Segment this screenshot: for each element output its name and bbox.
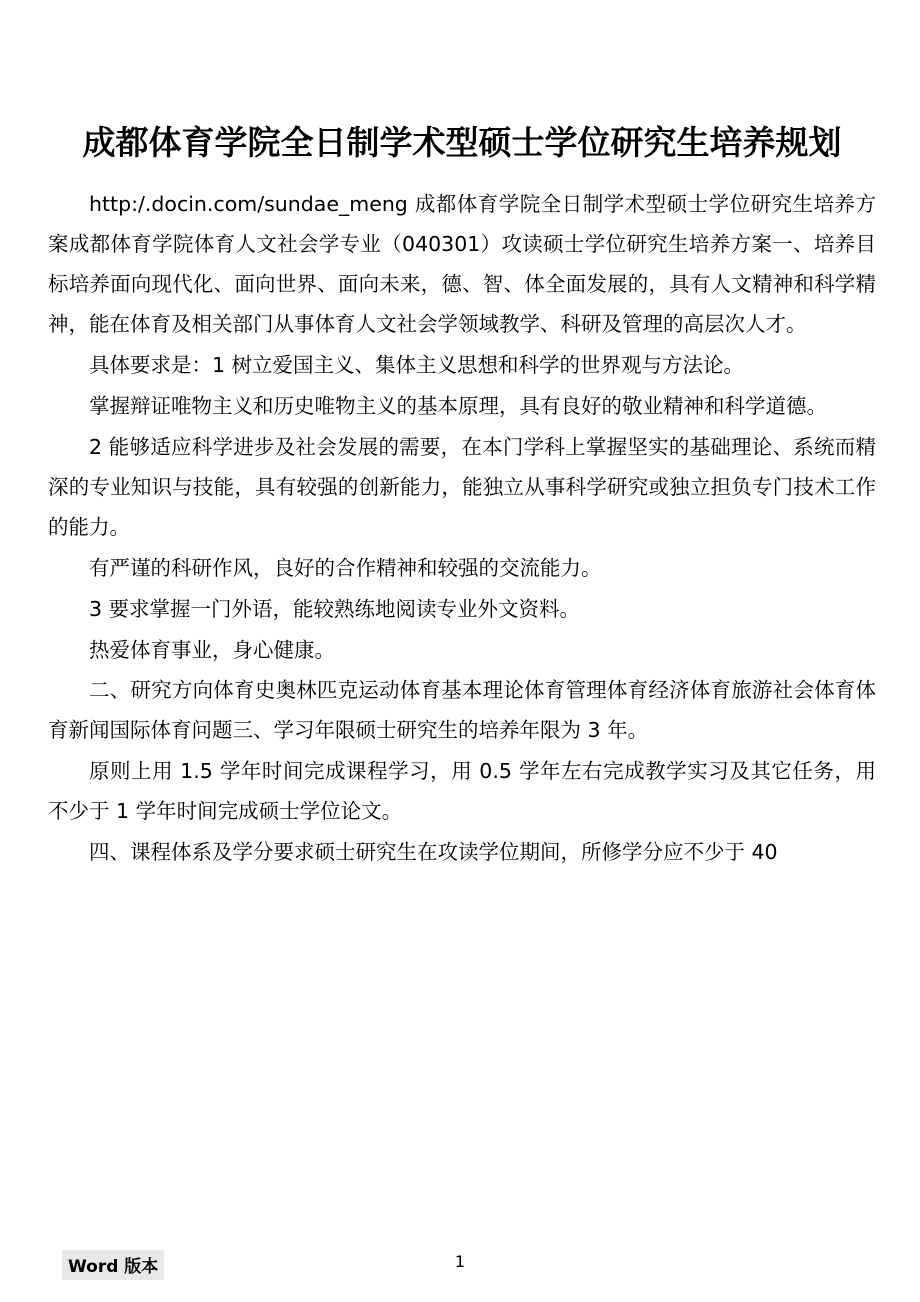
watermark-label: Word 版本 [62, 1250, 164, 1280]
paragraph: 掌握辩证唯物主义和历史唯物主义的基本原理，具有良好的敬业精神和科学道德。 [89, 393, 827, 418]
paragraph: 热爱体育事业，身心健康。 [89, 637, 335, 662]
paragraph: http:/.docin.com/sundae_meng 成都体育学院全日制学术型硕士学位研究生培养方案成都体育学院体育人文社会学专业（040301）攻读硕士学位研究生培养方案一、培养目标培养面向现代化、面向世界、面向未来，德、智、体全面发展的，具有人文精神和科学精神，能在体育及相关部门从事体育人文社会学领域教学、科研及管理的高层次人才。 [48, 191, 876, 336]
page-number: 1 [454, 1252, 466, 1271]
paragraph: 有严谨的科研作风，良好的合作精神和较强的交流能力。 [89, 555, 602, 580]
page-footer [0, 1236, 920, 1302]
document-body [48, 120, 876, 874]
paragraph: 具体要求是：1 树立爱国主义、集体主义思想和科学的世界观与方法论。 [89, 352, 745, 377]
page-title: 成都体育学院全日制学术型硕士学位研究生培养规划 [82, 123, 842, 162]
paragraph: 四、课程体系及学分要求硕士研究生在攻读学位期间，所修学分应不少于 40 [89, 840, 778, 865]
paragraph: 原则上用 1.5 学年时间完成课程学习，用 0.5 学年左右完成教学实习及其它任务，用不少于 1 学年时间完成硕士学位论文。 [48, 759, 876, 824]
paragraph: 二、研究方向体育史奥林匹克运动体育基本理论体育管理体育经济体育旅游社会体育体育新闻国际体育问题三、学习年限硕士研究生的培养年限为 3 年。 [48, 678, 876, 743]
paragraph: 2 能够适应科学进步及社会发展的需要，在本门学科上掌握坚实的基础理论、系统而精深的专业知识与技能，具有较强的创新能力，能独立从事科学研究或独立担负专门技术工作的能力。 [48, 434, 876, 539]
paragraph: 3 要求掌握一门外语，能较熟练地阅读专业外文资料。 [89, 596, 581, 621]
